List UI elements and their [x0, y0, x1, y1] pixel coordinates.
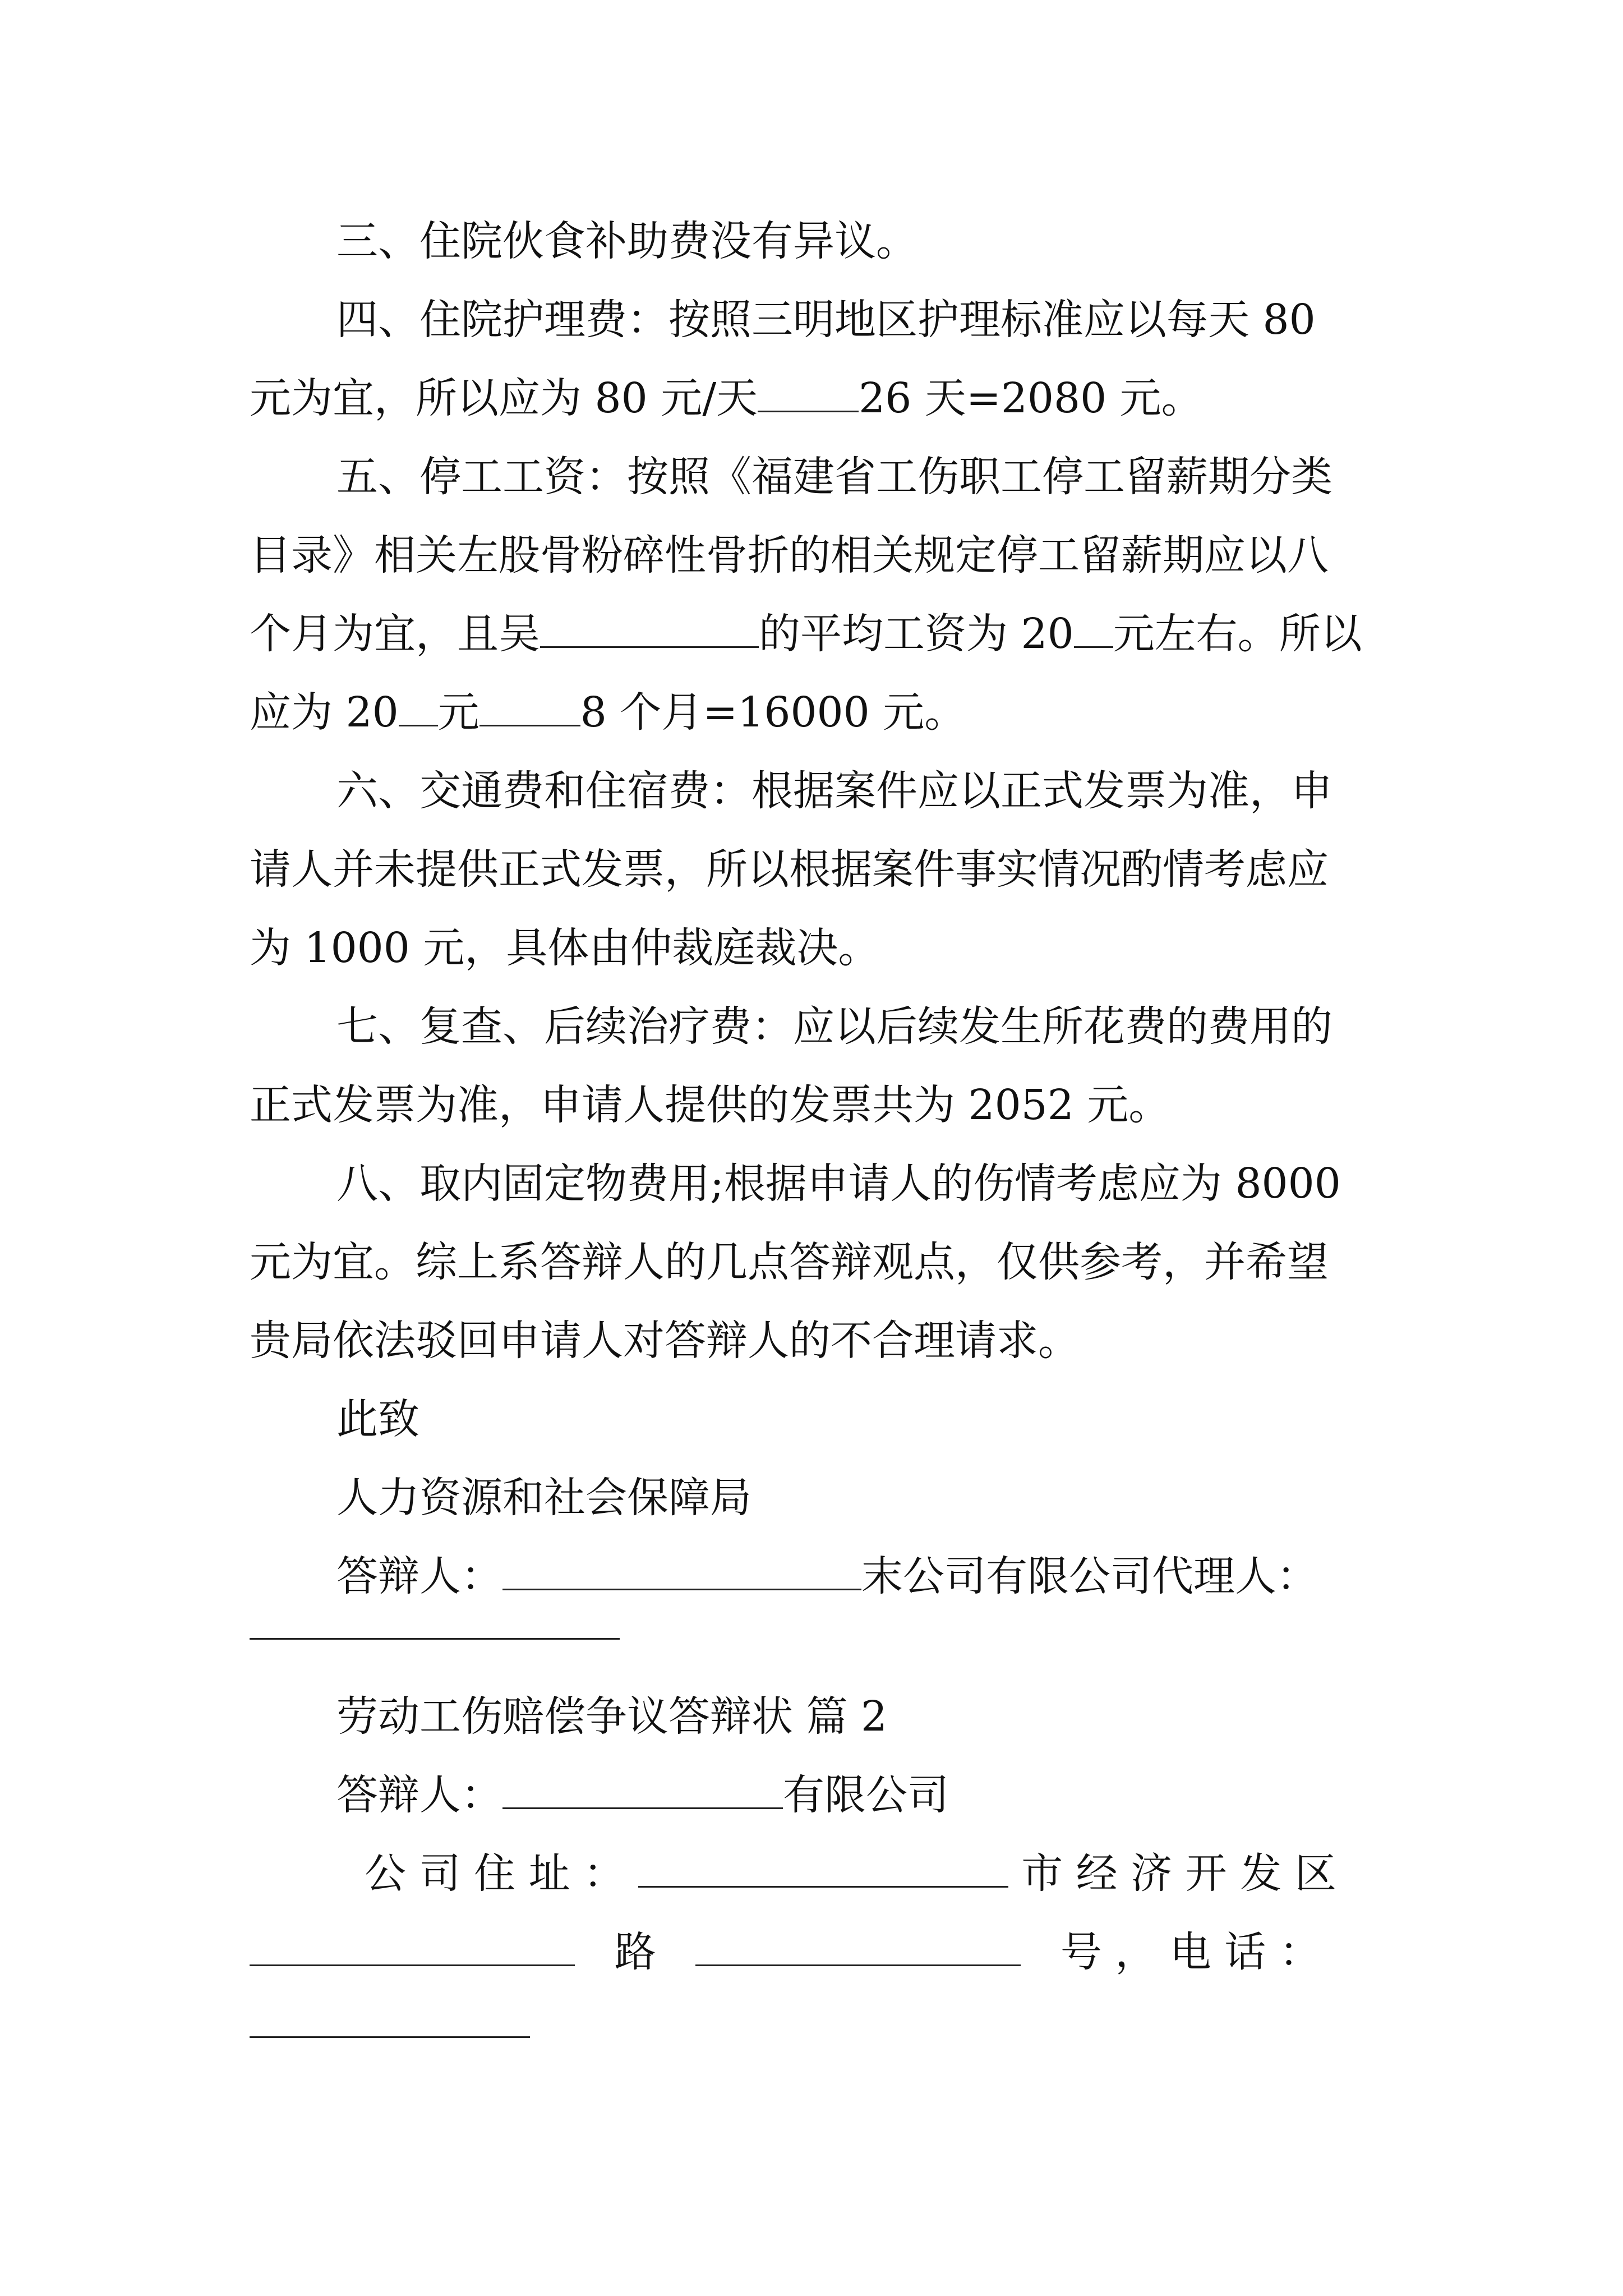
text-p8-l2: 元为宜。综上系答辩人的几点答辩观点，仅供参考，并希望: [250, 1238, 1329, 1286]
paragraph-4-line-1: [336, 280, 1391, 359]
text-p5-l3b: 的平均工资为 20: [759, 610, 1074, 658]
text-p5-l2: 目录》相关左股骨粉碎性骨折的相关规定停工留薪期应以八: [250, 531, 1329, 579]
addressee-line: [336, 1458, 1391, 1537]
text-respondent-b: 末公司有限公司代理人：: [861, 1552, 1318, 1600]
phone-rule: [250, 2036, 530, 2038]
paragraph-7-line-1: [336, 987, 1391, 1066]
text-p8-l1: 八、取内固定物费用;根据申请人的伤情考虑应为 8000: [336, 1159, 1341, 1208]
text-road-b: 号 ， 电 话 ：: [1060, 1928, 1321, 1976]
text-p5-l4a: 应为 20: [250, 688, 399, 737]
text-p4-l2a: 元为宜，所以应为 80 元/天: [250, 374, 758, 422]
text-p4-l2b: 26 天=2080 元。: [859, 374, 1203, 422]
blank-field: [1074, 607, 1113, 648]
paragraph-5-line-2: [250, 516, 1391, 595]
paragraph-8-line-3: [250, 1301, 1391, 1380]
blank-field: [638, 1847, 1008, 1888]
respondent-line: [336, 1537, 1391, 1616]
text-respondent-a: 答辩人：: [336, 1552, 502, 1600]
paragraph-5-line-4: [250, 673, 1391, 752]
text-p5-l4c: 8 个月=16000 元。: [580, 688, 966, 737]
blank-field: [399, 685, 438, 726]
paragraph-8-line-2: [250, 1223, 1391, 1301]
text-p5-l3c: 元左右。所以: [1113, 610, 1362, 658]
text-address-a: 公 司 住 址 ：: [365, 1849, 625, 1898]
blank-field: [695, 1925, 1021, 1966]
text-p5-l3a: 个月为宜，且吴: [250, 610, 540, 658]
paragraph-7-line-2: [250, 1066, 1391, 1144]
signature-rule: [250, 1638, 620, 1640]
blank-field: [479, 685, 580, 726]
paragraph-6-line-1: [336, 752, 1391, 830]
closing-line: [336, 1380, 1391, 1458]
paragraph-8-line-1: [336, 1144, 1391, 1223]
paragraph-6-line-3: [250, 909, 1391, 987]
respondent-2-line: [336, 1756, 1391, 1834]
paragraph-5-line-1: [336, 438, 1391, 516]
paragraph-5-line-3: [250, 595, 1391, 673]
paragraph-6-line-2: [250, 830, 1391, 909]
text-p6-l1: 六、交通费和住宿费：根据案件应以正式发票为准，申: [336, 767, 1332, 815]
blank-field: [540, 607, 759, 648]
text-p5-l1: 五、停工工资：按照《福建省工伤职工停工留薪期分类: [336, 453, 1332, 501]
text-p4-l1: 四、住院护理费：按照三明地区护理标准应以每天 80: [336, 296, 1316, 344]
text-section2-title: 劳动工伤赔偿争议答辩状 篇 2: [336, 1692, 888, 1741]
blank-field: [758, 371, 859, 412]
section-2-title: [336, 1677, 1391, 1756]
text-p6-l2: 请人并未提供正式发票，所以根据案件事实情况酌情考虑应: [250, 845, 1329, 894]
paragraph-4-line-2: [250, 359, 1391, 438]
text-p7-l2: 正式发票为准，申请人提供的发票共为 2052 元。: [250, 1081, 1170, 1129]
text-p6-l3: 为 1000 元，具体由仲裁庭裁决。: [250, 924, 880, 972]
blank-field: [250, 1925, 575, 1966]
text-respondent2-b: 有限公司: [783, 1771, 949, 1819]
address-line-1: [365, 1834, 1391, 1913]
text-p8-l3: 贵局依法驳回申请人对答辩人的不合理请求。: [250, 1317, 1080, 1365]
text-road-a: 路: [614, 1928, 656, 1976]
text-closing: 此致: [336, 1395, 419, 1443]
text-p5-l4b: 元: [437, 688, 479, 737]
blank-field: [502, 1549, 861, 1590]
text-p7-l1: 七、复查、后续治疗费：应以后续发生所花费的费用的: [336, 1002, 1332, 1051]
address-line-2: [250, 1913, 1391, 1991]
blank-field: [502, 1768, 783, 1809]
paragraph-3: [336, 202, 1391, 280]
text-p3: 三、住院伙食补助费没有异议。: [336, 217, 917, 265]
text-addressee: 人力资源和社会保障局: [336, 1474, 751, 1522]
text-address-b: 市 经 济 开 发 区: [1021, 1849, 1336, 1898]
text-respondent2-a: 答辩人：: [336, 1771, 502, 1819]
